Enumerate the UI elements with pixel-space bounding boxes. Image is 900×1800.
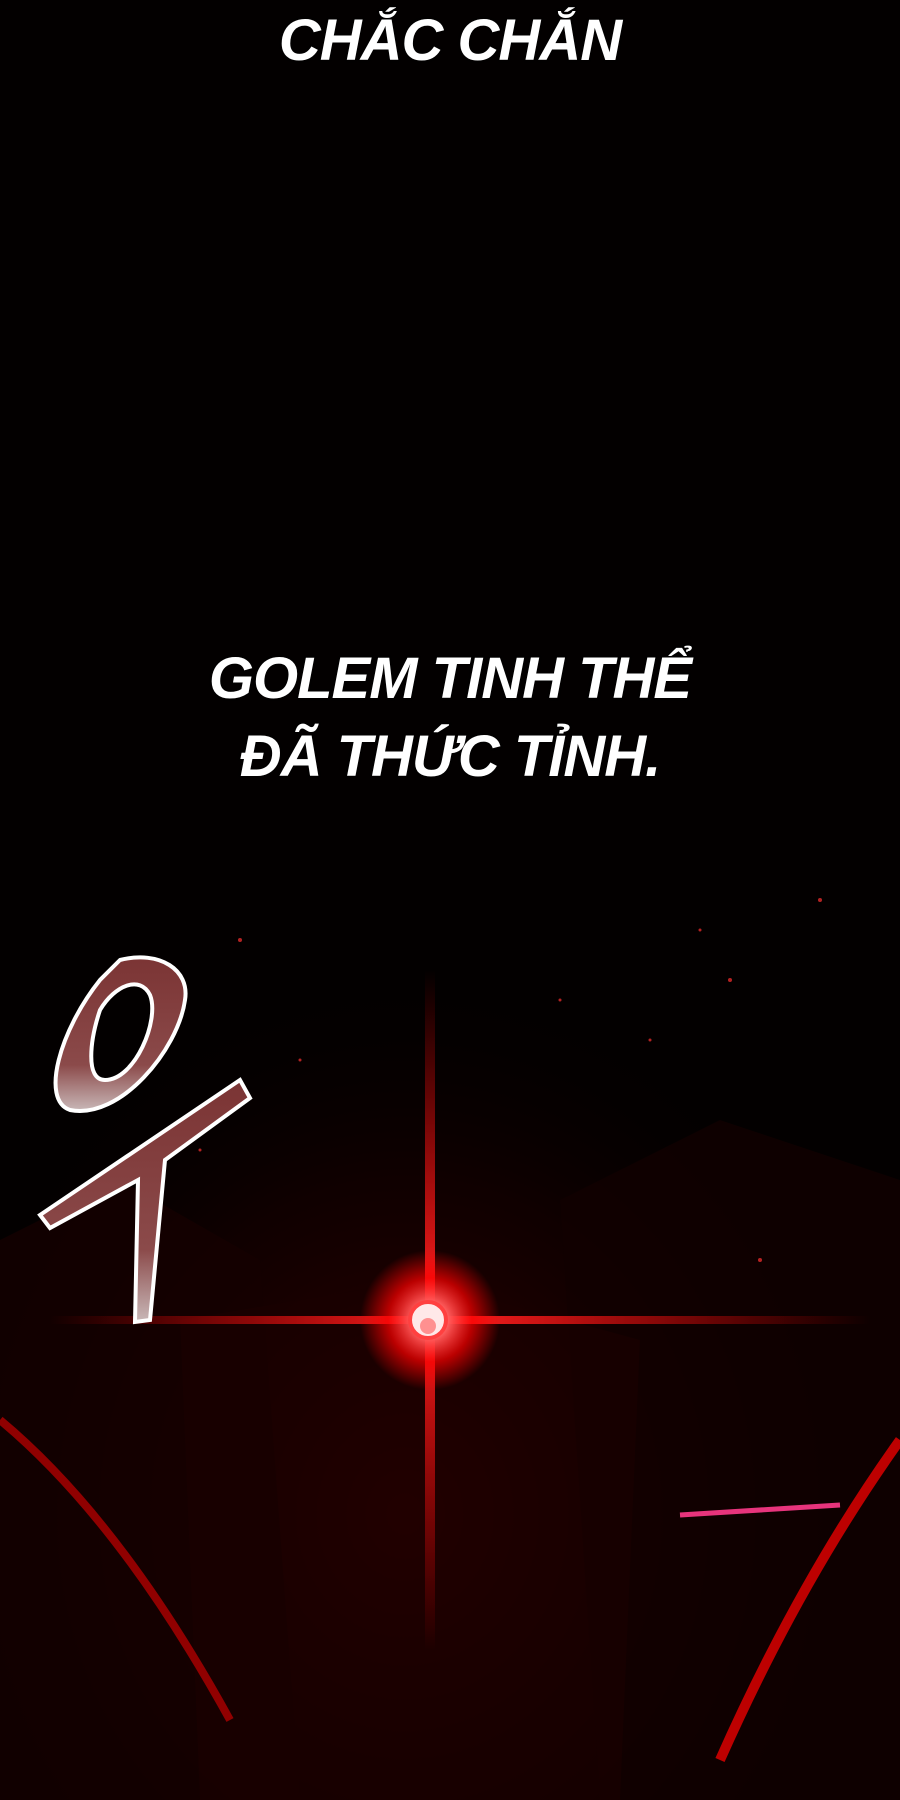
caption-top: CHẮC CHẮN [278, 8, 622, 73]
crystal-core-inner [420, 1318, 436, 1334]
caption-middle-line2: ĐÃ THỨC TỈNH. [239, 724, 661, 789]
caption-middle [0, 640, 900, 796]
caption-middle-line1: GOLEM TINH THỂ [208, 646, 692, 711]
